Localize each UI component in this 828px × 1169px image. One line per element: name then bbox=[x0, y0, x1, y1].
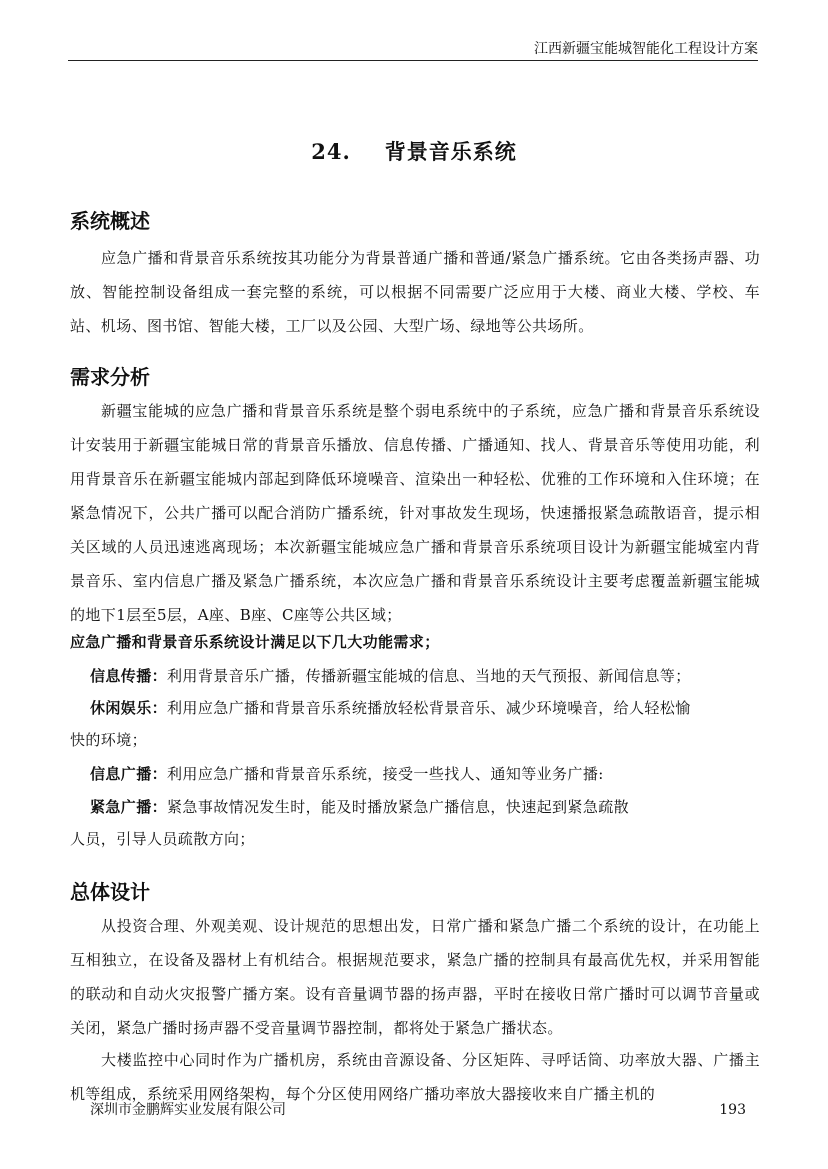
requirement-text: 利用背景音乐广播，传播新疆宝能城的信息、当地的天气预报、新闻信息等； bbox=[167, 667, 691, 685]
requirements-paragraph: 新疆宝能城的应急广播和背景音乐系统是整个弱电系统中的子系统，应急广播和背景音乐系统设计安装用于新疆宝能城日常的背景音乐播放、信息传播、广播通知、找人、背景音乐等使用功能，利用背景音乐在新疆宝能城内部起到降低环境噪音、渲染出一种轻松、优雅的工作环境和入住环境；在紧急情况下，公共广播可以配合消防广播系统，针对事故发生现场，快速播报紧急疏散语音，提示相关区域的人员迅速逃离现场；本次新疆宝能城应急广播和背景音乐系统项目设计为新疆宝能城室内背景音乐、室内信息广播及紧急广播系统，本次应急广播和背景音乐系统设计主要考虑覆盖新疆宝能城的地下1层至5层，A座、B座、C座等公共区域； bbox=[70, 402, 760, 624]
requirement-label: 紧急广播： bbox=[90, 798, 168, 816]
overview-paragraph: 应急广播和背景音乐系统按其功能分为背景普通广播和普通/紧急广播系统。它由各类扬声器、功放、智能控制设备组成一套完整的系统，可以根据不同需要广泛应用于大楼、商业大楼、学校、车站、机场、图书馆、智能大楼，工厂以及公园、大型广场、绿地等公共场所。 bbox=[70, 249, 760, 335]
requirement-item bbox=[90, 757, 770, 791]
page-footer bbox=[90, 1100, 746, 1120]
document-title: 江西新疆宝能城智能化工程设计方案 bbox=[534, 41, 758, 57]
chapter-name: 背景音乐系统 bbox=[384, 139, 517, 164]
requirements-lead: 应急广播和背景音乐系统设计满足以下几大功能需求； bbox=[70, 633, 440, 651]
requirement-text: 利用应急广播和背景音乐系统，接受一些找人、通知等业务广播: bbox=[167, 765, 604, 783]
requirement-item bbox=[90, 691, 770, 725]
requirement-continuation: 快的环境； bbox=[70, 731, 148, 749]
section-heading-overview: 系统概述 bbox=[70, 209, 150, 233]
chapter-number: 24. bbox=[311, 139, 351, 164]
section-heading-design: 总体设计 bbox=[70, 880, 150, 904]
company-name: 深圳市金鹏辉实业发展有限公司 bbox=[90, 1102, 286, 1118]
requirement-item bbox=[90, 790, 770, 824]
design-paragraph-2: 大楼监控中心同时作为广播机房，系统由音源设备、分区矩阵、寻呼话筒、功率放大器、广播主机等组成，系统采用网络架构，每个分区使用网络广播功率放大器接收来自广播主机的 bbox=[70, 1051, 760, 1103]
chapter-title bbox=[0, 136, 828, 166]
design-paragraph-1: 从投资合理、外观美观、设计规范的思想出发，日常广播和紧急广播二个系统的设计，在功能上互相独立，在设备及器材上有机结合。根据规范要求，紧急广播的控制具有最高优先权，并采用智能的联动和自动火灾报警广播方案。设有音量调节器的扬声器，平时在接收日常广播时可以调节音量或关闭，紧急广播时扬声器不受音量调节器控制，都将处于紧急广播状态。 bbox=[70, 917, 760, 1037]
requirement-text: 紧急事故情况发生时，能及时播放紧急广播信息，快速起到紧急疏散 bbox=[167, 798, 630, 816]
requirement-label: 信息传播： bbox=[90, 667, 168, 685]
requirement-label: 休闲娱乐： bbox=[90, 699, 168, 717]
requirement-continuation: 人员，引导人员疏散方向； bbox=[70, 830, 255, 848]
requirement-item bbox=[90, 659, 770, 693]
section-heading-requirements: 需求分析 bbox=[70, 365, 150, 389]
requirement-label: 信息广播： bbox=[90, 765, 168, 783]
page-number: 193 bbox=[719, 1102, 746, 1118]
running-header bbox=[68, 38, 758, 61]
requirement-text: 利用应急广播和背景音乐系统播放轻松背景音乐、减少环境噪音，给人轻松愉 bbox=[167, 699, 691, 717]
